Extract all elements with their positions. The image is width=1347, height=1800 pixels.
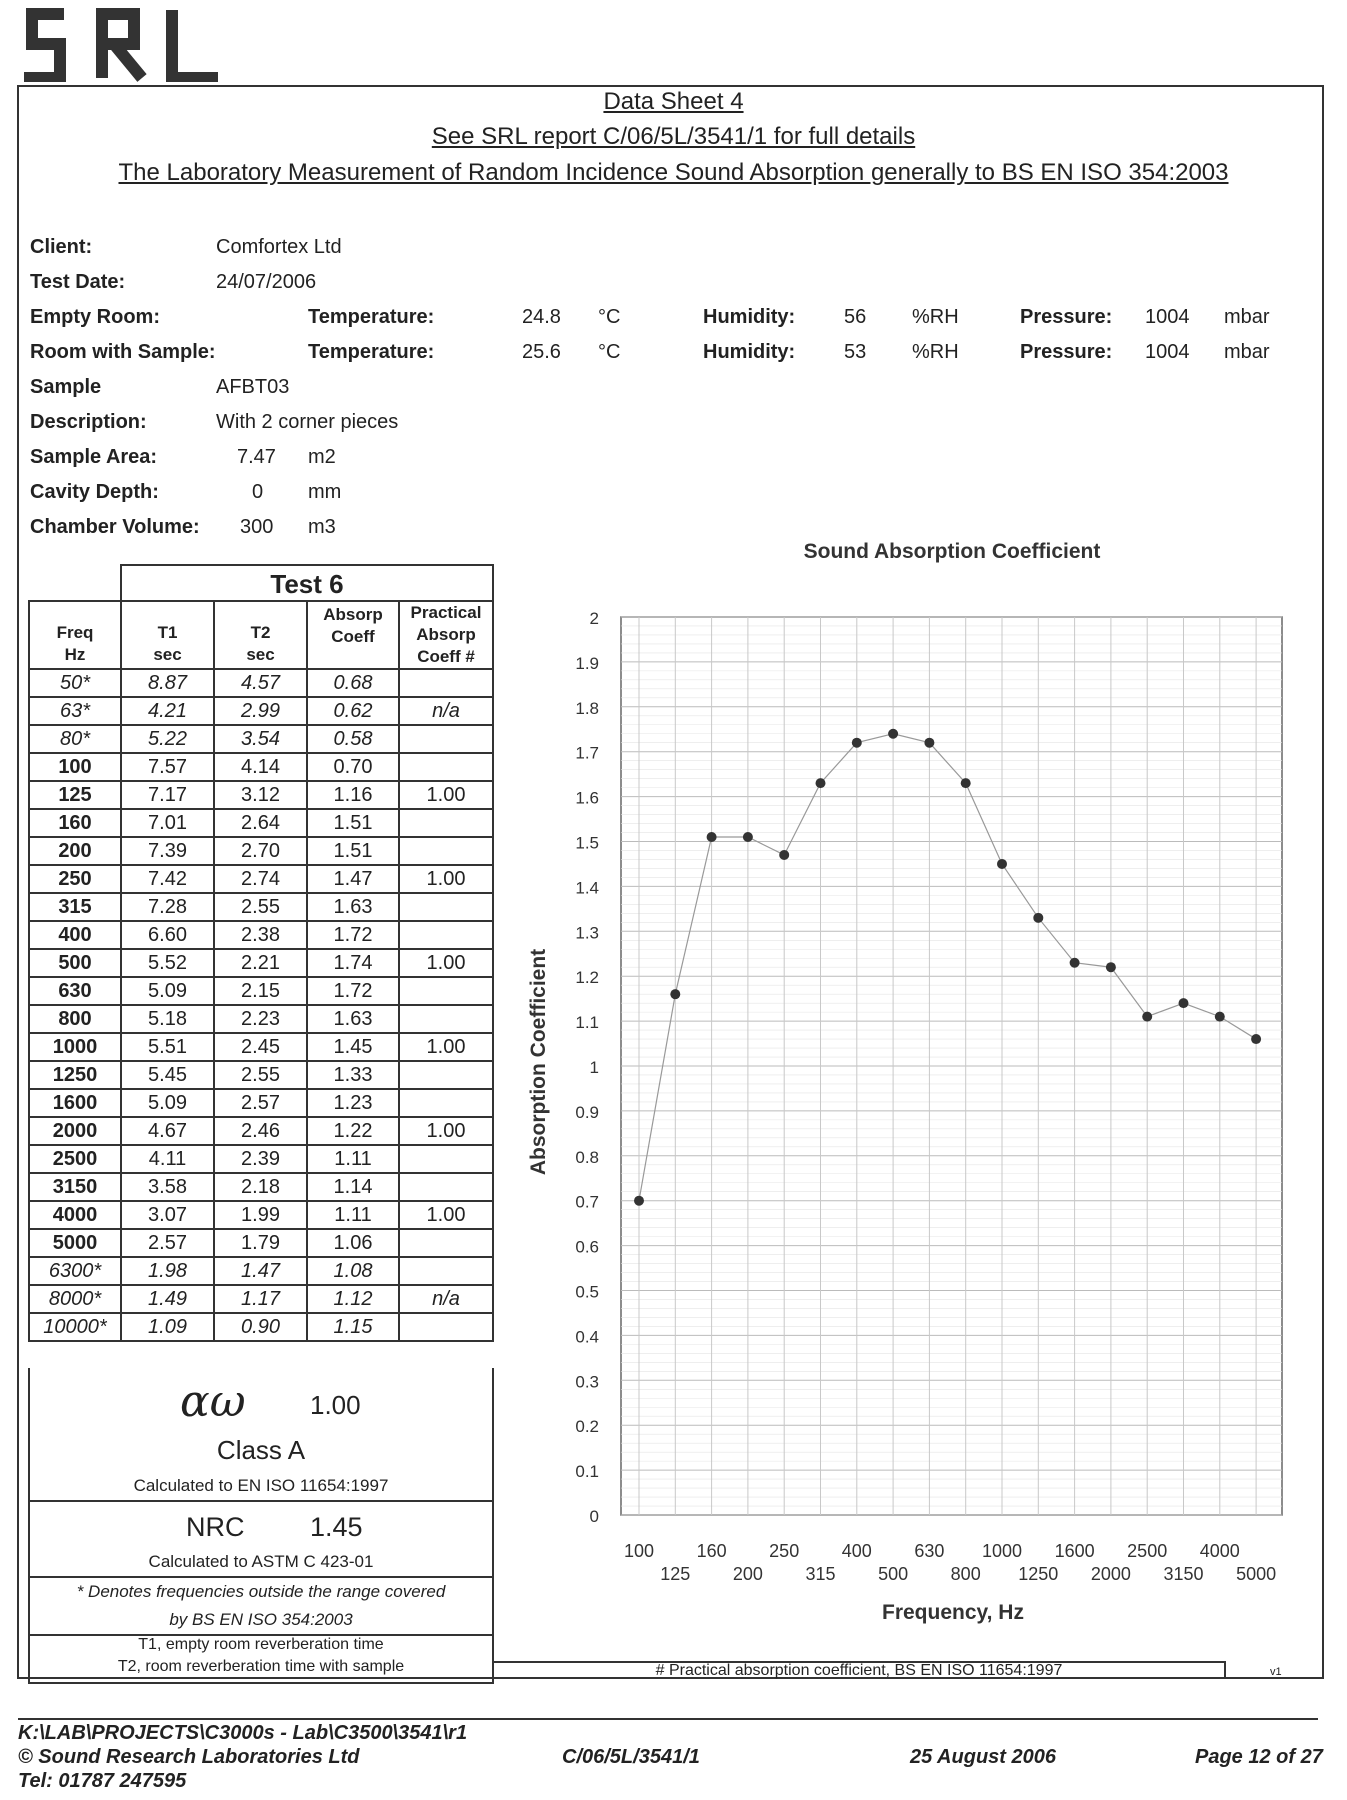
sample-area-label: Sample Area:	[30, 446, 158, 468]
test-date-value: 24/07/2006	[216, 271, 317, 293]
table-cell: 2500	[29, 1145, 121, 1173]
table-cell	[399, 669, 493, 697]
x-axis-label: Frequency, Hz	[882, 1601, 1024, 1624]
table-cell: 5.51	[121, 1033, 214, 1061]
divider	[1224, 1661, 1226, 1679]
x-tick-label: 1000	[981, 1541, 1023, 1561]
table-cell: 3.58	[121, 1173, 214, 1201]
table-cell: 1.51	[307, 809, 399, 837]
table-cell: 1.16	[307, 781, 399, 809]
y-tick-label: 1.4	[575, 878, 599, 898]
table-row	[29, 1005, 493, 1033]
table-cell: 2.45	[214, 1033, 307, 1061]
table-cell: 125	[29, 781, 121, 809]
table-row	[29, 1201, 493, 1229]
table-cell: 800	[29, 1005, 121, 1033]
x-tick-label: 160	[696, 1541, 727, 1561]
table-row	[29, 865, 493, 893]
x-tick-label: 400	[841, 1541, 872, 1561]
table-cell: 1.47	[214, 1257, 307, 1285]
footer-divider	[18, 1718, 1318, 1720]
empty-hum-value: 56	[844, 306, 867, 328]
client-label: Client:	[30, 236, 93, 258]
table-cell: 3.07	[121, 1201, 214, 1229]
table-cell: 2.99	[214, 697, 307, 725]
nrc-label: NRC	[186, 1512, 245, 1542]
table-cell: 2.57	[121, 1229, 214, 1257]
table-cell: 1.72	[307, 977, 399, 1005]
table-cell: 5.09	[121, 977, 214, 1005]
y-tick-label: 1	[589, 1058, 599, 1077]
table-cell: 1.00	[399, 1033, 493, 1061]
empty-room-label: Empty Room:	[30, 306, 160, 328]
x-tick-label: 5000	[1236, 1564, 1277, 1584]
table-cell: 4.21	[121, 697, 214, 725]
practical-coefficient-note: # Practical absorption coefficient, BS EN ISO 11654:1997	[655, 1662, 1063, 1679]
y-axis-label: Absorption Coefficient	[527, 948, 550, 1176]
table-cell: 1.23	[307, 1089, 399, 1117]
report-reference: See SRL report C/06/5L/3541/1 for full details	[431, 123, 916, 150]
copyright: © Sound Research Laboratories Ltd	[18, 1746, 360, 1768]
sample-temp-unit: °C	[598, 341, 621, 363]
sample-hum-label: Humidity:	[703, 341, 796, 363]
table-cell: 4.11	[121, 1145, 214, 1173]
x-tick-label: 125	[660, 1564, 691, 1584]
table-row	[29, 753, 493, 781]
sample-temp-label: Temperature:	[308, 341, 435, 363]
sample-label: Sample	[30, 376, 102, 398]
table-cell: 2.55	[214, 1061, 307, 1089]
table-cell	[399, 1229, 493, 1257]
table-cell: 100	[29, 753, 121, 781]
aw-symbol: αω	[180, 1376, 246, 1427]
table-cell: 2.46	[214, 1117, 307, 1145]
sample-area-unit: m2	[308, 446, 336, 468]
data-point	[634, 1196, 644, 1206]
absorp-coeff-header: Absorp Coeff	[308, 602, 400, 668]
table-row	[29, 837, 493, 865]
x-tick-label: 4000	[1199, 1541, 1240, 1561]
cavity-depth-label: Cavity Depth:	[30, 481, 159, 503]
table-cell	[399, 837, 493, 865]
data-point	[670, 989, 680, 999]
empty-hum-label: Humidity:	[703, 306, 796, 328]
footer-date: 25 August 2006	[910, 1746, 1056, 1768]
data-point	[997, 859, 1007, 869]
table-cell: 1.00	[399, 781, 493, 809]
table-cell: 2000	[29, 1117, 121, 1145]
table-cell: 2.64	[214, 809, 307, 837]
table-cell: 63*	[29, 697, 121, 725]
table-cell: 8000*	[29, 1285, 121, 1313]
y-tick-label: 0	[589, 1507, 599, 1526]
empty-pres-label: Pressure:	[1020, 306, 1113, 328]
divider	[30, 1576, 492, 1578]
data-point	[852, 738, 862, 748]
page-number: Page 12 of 27	[1195, 1746, 1323, 1768]
sample-area-value: 7.47	[237, 446, 276, 468]
table-cell: 0.90	[214, 1313, 307, 1341]
table-cell: 160	[29, 809, 121, 837]
summary-box	[28, 1368, 494, 1684]
x-tick-label: 200	[732, 1564, 763, 1584]
empty-temp-label: Temperature:	[308, 306, 435, 328]
srl-logo	[18, 6, 218, 82]
table-cell: 5.45	[121, 1061, 214, 1089]
x-tick-label: 500	[878, 1564, 909, 1584]
data-point	[743, 832, 753, 842]
data-point	[1106, 962, 1116, 972]
table-cell	[399, 893, 493, 921]
y-tick-label: 0.1	[575, 1462, 599, 1482]
table-cell: 4.57	[214, 669, 307, 697]
table-cell: 2.57	[214, 1089, 307, 1117]
chamber-volume-label: Chamber Volume:	[30, 516, 200, 538]
table-cell	[399, 1089, 493, 1117]
y-tick-label: 0.8	[575, 1147, 599, 1167]
file-path: K:\LAB\PROJECTS\C3000s - Lab\C3500\3541\r1	[18, 1722, 468, 1744]
practical-coeff-header: Practical Absorp Coeff #	[410, 603, 482, 666]
sample-hum-value: 53	[844, 341, 867, 363]
y-tick-label: 1.1	[575, 1013, 599, 1033]
table-cell: 1.06	[307, 1229, 399, 1257]
table-cell: 5000	[29, 1229, 121, 1257]
y-tick-label: 0.2	[575, 1417, 599, 1437]
freq-header: Freq Hz	[30, 602, 122, 668]
data-point	[1251, 1034, 1261, 1044]
x-tick-label: 2000	[1090, 1564, 1131, 1584]
table-cell: 500	[29, 949, 121, 977]
table-cell: 2.18	[214, 1173, 307, 1201]
empty-temp-value: 24.8	[522, 306, 561, 328]
cavity-depth-value: 0	[252, 481, 264, 503]
table-cell: 1.08	[307, 1257, 399, 1285]
t1-header: T1 sec	[122, 602, 215, 668]
table-cell: 7.28	[121, 893, 214, 921]
table-cell: 1600	[29, 1089, 121, 1117]
table-cell: 1.00	[399, 865, 493, 893]
table-cell: 2.23	[214, 1005, 307, 1033]
table-cell: 2.70	[214, 837, 307, 865]
table-cell: 1.00	[399, 949, 493, 977]
table-cell: 7.42	[121, 865, 214, 893]
nrc-value: 1.45	[310, 1512, 363, 1542]
table-cell: 1.11	[307, 1145, 399, 1173]
data-point	[1033, 913, 1043, 923]
table-cell: 0.58	[307, 725, 399, 753]
y-tick-label: 1.8	[575, 698, 599, 718]
table-cell: 1.51	[307, 837, 399, 865]
y-tick-label: 1.5	[575, 833, 599, 853]
table-row	[29, 1173, 493, 1201]
data-point	[779, 850, 789, 860]
x-tick-label: 3150	[1163, 1564, 1204, 1584]
chamber-volume-value: 300	[240, 516, 274, 538]
empty-pres-value: 1004	[1145, 306, 1190, 328]
data-point	[1142, 1012, 1152, 1022]
sample-temp-value: 25.6	[522, 341, 561, 363]
x-tick-label: 315	[805, 1564, 836, 1584]
table-cell: 3.12	[214, 781, 307, 809]
table-row	[29, 669, 493, 697]
test-date-label: Test Date:	[30, 271, 126, 293]
y-tick-label: 2	[589, 609, 599, 628]
t1-note: T1, empty room reverberation time	[138, 1636, 384, 1653]
sample-pres-label: Pressure:	[1020, 341, 1113, 363]
table-cell: 2.55	[214, 893, 307, 921]
range-note: * Denotes frequencies outside the range covered	[76, 1582, 446, 1601]
table-cell: 10000*	[29, 1313, 121, 1341]
sample-hum-unit: %RH	[912, 341, 959, 363]
table-cell: 250	[29, 865, 121, 893]
x-tick-label: 1600	[1054, 1541, 1095, 1561]
table-cell: 8.87	[121, 669, 214, 697]
table-row	[29, 921, 493, 949]
empty-pres-unit: mbar	[1224, 306, 1270, 328]
table-cell: 7.39	[121, 837, 214, 865]
table-cell: 7.01	[121, 809, 214, 837]
table-cell: 1.09	[121, 1313, 214, 1341]
y-tick-label: 0.7	[575, 1192, 599, 1212]
table-cell: 5.09	[121, 1089, 214, 1117]
table-cell: 1.00	[399, 1117, 493, 1145]
table-row	[29, 697, 493, 725]
table-cell: 5.52	[121, 949, 214, 977]
table-cell: 1.22	[307, 1117, 399, 1145]
table-cell: 3150	[29, 1173, 121, 1201]
data-point	[1179, 998, 1189, 1008]
table-cell: 1.12	[307, 1285, 399, 1313]
table-row	[29, 949, 493, 977]
absorption-class: Class A	[216, 1435, 306, 1465]
y-tick-label: 1.6	[575, 788, 599, 808]
table-cell: 630	[29, 977, 121, 1005]
table-cell	[399, 1173, 493, 1201]
aw-value: 1.00	[310, 1390, 361, 1420]
table-cell	[399, 1145, 493, 1173]
table-cell	[399, 753, 493, 781]
table-cell: 5.18	[121, 1005, 214, 1033]
table-cell: 4.14	[214, 753, 307, 781]
table-cell: 0.62	[307, 697, 399, 725]
table-cell: 4000	[29, 1201, 121, 1229]
table-cell	[399, 1005, 493, 1033]
data-point	[961, 778, 971, 788]
table-row	[29, 1285, 493, 1313]
x-tick-label: 100	[623, 1541, 655, 1561]
test-title: Test 6	[120, 564, 494, 602]
table-cell	[399, 725, 493, 753]
table-row	[29, 1257, 493, 1285]
chamber-volume-unit: m3	[308, 516, 336, 538]
chart-title: Sound Absorption Coefficient	[803, 540, 1101, 563]
table-cell: 1.49	[121, 1285, 214, 1313]
table-cell: 1.11	[307, 1201, 399, 1229]
x-tick-label: 250	[769, 1541, 800, 1561]
nrc-calc-note: Calculated to ASTM C 423-01	[148, 1552, 374, 1571]
sample-room-label: Room with Sample:	[30, 341, 216, 363]
table-cell: n/a	[399, 1285, 493, 1313]
table-cell: 400	[29, 921, 121, 949]
table-cell: 1.63	[307, 893, 399, 921]
x-tick-label: 2500	[1127, 1541, 1168, 1561]
table-cell: 50*	[29, 669, 121, 697]
y-tick-label: 0.9	[575, 1102, 599, 1122]
standard-title: The Laboratory Measurement of Random Incidence Sound Absorption generally to BS EN ISO 354:2003	[118, 159, 1229, 186]
table-row	[29, 1061, 493, 1089]
table-row	[29, 809, 493, 837]
range-note-2: by BS EN ISO 354:2003	[169, 1610, 353, 1629]
table-cell: 200	[29, 837, 121, 865]
table-cell	[399, 1061, 493, 1089]
table-cell: 1.33	[307, 1061, 399, 1089]
table-cell	[399, 809, 493, 837]
empty-hum-unit: %RH	[912, 306, 959, 328]
x-tick-label: 1250	[1018, 1564, 1059, 1584]
description-value: With 2 corner pieces	[216, 411, 399, 433]
table-row	[29, 1117, 493, 1145]
table-cell	[399, 977, 493, 1005]
table-row	[29, 781, 493, 809]
absorption-table	[28, 668, 494, 1342]
aw-calc-note: Calculated to EN ISO 11654:1997	[133, 1476, 389, 1495]
table-row	[29, 1033, 493, 1061]
telephone: Tel: 01787 247595	[18, 1770, 187, 1792]
table-cell: 3.54	[214, 725, 307, 753]
table-row	[29, 1089, 493, 1117]
table-cell	[399, 921, 493, 949]
table-cell: 7.57	[121, 753, 214, 781]
table-cell: 1.63	[307, 1005, 399, 1033]
table-cell: 6300*	[29, 1257, 121, 1285]
y-tick-label: 0.5	[575, 1282, 599, 1302]
table-cell: 0.68	[307, 669, 399, 697]
table-cell: 6.60	[121, 921, 214, 949]
table-row	[29, 977, 493, 1005]
table-cell: 5.22	[121, 725, 214, 753]
table-cell: 315	[29, 893, 121, 921]
table-cell: 2.74	[214, 865, 307, 893]
y-tick-label: 1.9	[575, 653, 599, 673]
table-cell: 1.79	[214, 1229, 307, 1257]
table-cell: 1.98	[121, 1257, 214, 1285]
data-point	[888, 729, 898, 739]
table-cell: 1.99	[214, 1201, 307, 1229]
t2-note: T2, room reverberation time with sample	[117, 1658, 405, 1675]
divider	[30, 1500, 492, 1502]
data-point	[1215, 1012, 1225, 1022]
table-cell	[399, 1257, 493, 1285]
description-label: Description:	[30, 411, 147, 433]
sample-pres-value: 1004	[1145, 341, 1190, 363]
y-tick-label: 1.2	[575, 968, 599, 988]
table-cell: 1.14	[307, 1173, 399, 1201]
version-label: v1	[1270, 1666, 1282, 1678]
y-tick-label: 0.3	[575, 1372, 599, 1392]
table-cell: 80*	[29, 725, 121, 753]
y-tick-label: 0.4	[575, 1327, 599, 1347]
table-cell: 2.15	[214, 977, 307, 1005]
absorption-chart	[520, 530, 1310, 1630]
empty-temp-unit: °C	[598, 306, 621, 328]
y-tick-label: 1.3	[575, 923, 599, 943]
x-tick-label: 800	[950, 1564, 981, 1584]
table-row	[29, 725, 493, 753]
table-cell: 1.74	[307, 949, 399, 977]
table-cell: 2.21	[214, 949, 307, 977]
t2-header: T2 sec	[215, 602, 308, 668]
table-cell: 1000	[29, 1033, 121, 1061]
data-point	[816, 778, 826, 788]
datasheet-title: Data Sheet 4	[603, 88, 744, 115]
table-row	[29, 893, 493, 921]
sample-value: AFBT03	[216, 376, 290, 398]
client-value: Comfortex Ltd	[216, 236, 342, 258]
table-cell: 1.47	[307, 865, 399, 893]
table-cell: 1.00	[399, 1201, 493, 1229]
data-point	[924, 738, 934, 748]
table-cell: 0.70	[307, 753, 399, 781]
data-point	[707, 832, 717, 842]
table-cell	[399, 1313, 493, 1341]
table-header	[28, 600, 494, 670]
table-cell: 2.39	[214, 1145, 307, 1173]
table-row	[29, 1229, 493, 1257]
y-tick-label: 1.7	[575, 743, 599, 763]
table-cell: 4.67	[121, 1117, 214, 1145]
sample-pres-unit: mbar	[1224, 341, 1270, 363]
table-cell: 2.38	[214, 921, 307, 949]
table-cell: n/a	[399, 697, 493, 725]
table-cell: 1.17	[214, 1285, 307, 1313]
cavity-depth-unit: mm	[308, 481, 342, 503]
x-tick-label: 630	[914, 1541, 945, 1561]
y-tick-label: 0.6	[575, 1237, 599, 1257]
footer-report-ref: C/06/5L/3541/1	[562, 1746, 700, 1768]
table-cell: 7.17	[121, 781, 214, 809]
table-cell: 1.15	[307, 1313, 399, 1341]
table-cell: 1.45	[307, 1033, 399, 1061]
table-row	[29, 1145, 493, 1173]
table-row	[29, 1313, 493, 1341]
table-cell: 1250	[29, 1061, 121, 1089]
data-point	[1070, 958, 1080, 968]
table-cell: 1.72	[307, 921, 399, 949]
